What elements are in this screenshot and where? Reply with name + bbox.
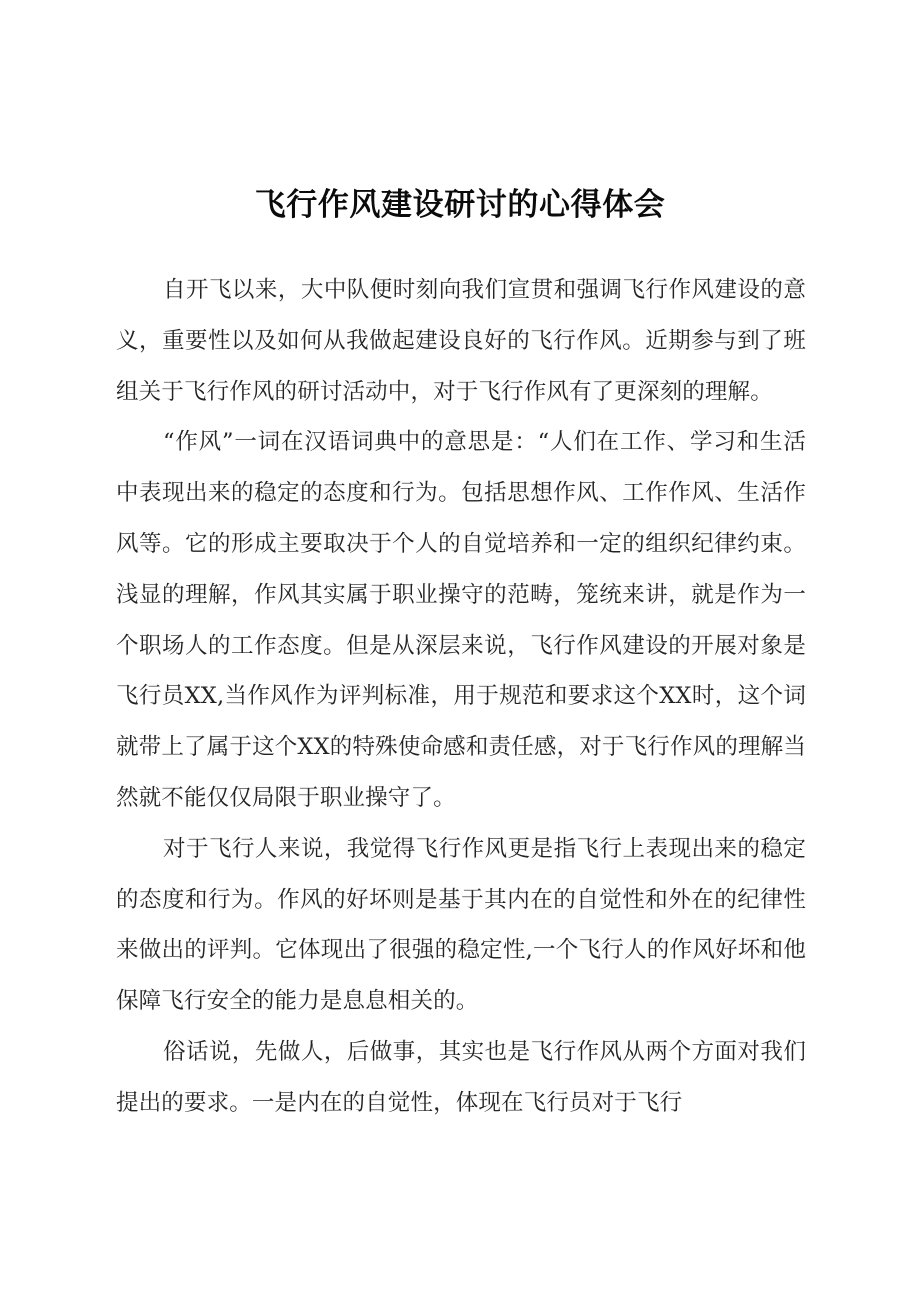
- page-title: 飞行作风建设研讨的心得体会: [254, 186, 666, 222]
- paragraph-3: 对于飞行人来说，我觉得飞行作风更是指飞行上表现出来的稳定的态度和行为。作风的好坏则是基于其内在的自觉性和外在的纪律性来做出的评判。它体现出了很强的稳定性,一个飞行人的作风好坏和他保障飞行安全的能力是息息相关的。: [116, 835, 806, 1015]
- paragraph-2: “作风”一词在汉语词典中的意思是：“人们在工作、学习和生活中表现出来的稳定的态度和行为。包括思想作风、工作作风、生活作风等。它的形成主要取决于个人的自觉培养和一定的组织纪律约束。浅显的理解，作风其实属于职业操守的范畴，笼统来讲，就是作为一个职场人的工作态度。但是从深层来说，飞行作风建设的开展对象是飞行员XX,当作风作为评判标准，用于规范和要求这个XX时，这个词就带上了属于这个XX的特殊使命感和责任感，对于飞行作风的理解当然就不能仅仅局限于职业操守了。: [116, 429, 806, 811]
- document-body: [116, 265, 806, 1129]
- paragraph-4: 俗话说，先做人，后做事，其实也是飞行作风从两个方面对我们提出的要求。一是内在的自觉性，体现在飞行员对于飞行: [116, 1038, 806, 1116]
- paragraph-1: 自开飞以来，大中队便时刻向我们宣贯和强调飞行作风建设的意义，重要性以及如何从我做起建设良好的飞行作风。近期参与到了班组关于飞行作风的研讨活动中，对于飞行作风有了更深刻的理解。: [116, 277, 806, 405]
